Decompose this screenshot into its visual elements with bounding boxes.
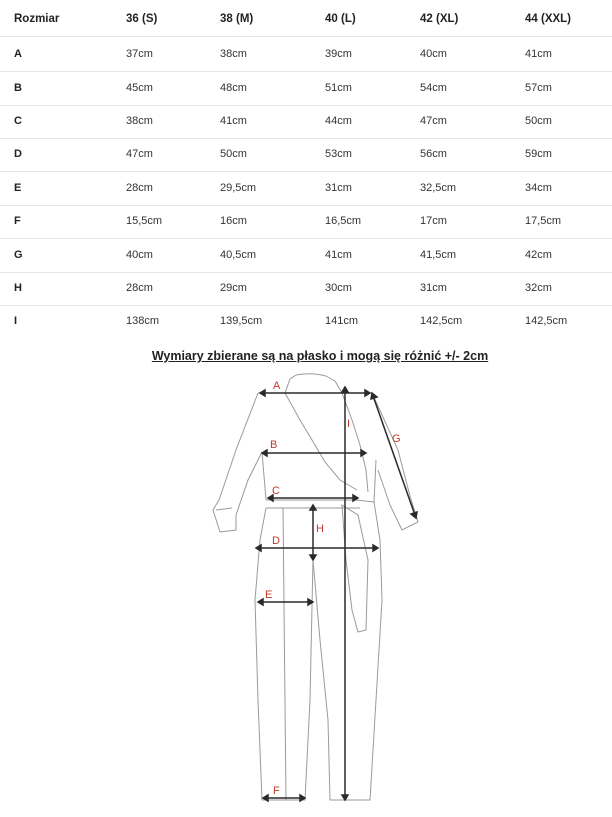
- table-cell: 34cm: [525, 182, 552, 194]
- table-cell: 29cm: [220, 282, 247, 294]
- label-B: B: [270, 439, 278, 451]
- table-cell: 31cm: [325, 182, 352, 194]
- table-cell: 54cm: [420, 82, 447, 94]
- table-cell: 32cm: [525, 282, 552, 294]
- row-label: G: [14, 249, 23, 261]
- row-label: H: [14, 282, 22, 294]
- table-cell: 17cm: [420, 215, 447, 227]
- table-cell: 142,5cm: [420, 315, 463, 327]
- label-I: I: [347, 418, 351, 430]
- table-row: [0, 305, 612, 338]
- table-cell: 53cm: [325, 148, 352, 160]
- table-cell: 138cm: [126, 315, 160, 327]
- header-cell: 38 (M): [220, 13, 254, 25]
- table-cell: 59cm: [525, 148, 552, 160]
- table-cell: 41cm: [325, 249, 352, 261]
- table-cell: 15,5cm: [126, 215, 163, 227]
- table-cell: 57cm: [525, 82, 552, 94]
- measure-line-G: [372, 393, 416, 518]
- table-header: [0, 3, 612, 37]
- table-cell: 39cm: [325, 48, 352, 60]
- table-cell: 37cm: [126, 48, 153, 60]
- table-cell: 47cm: [126, 148, 153, 160]
- header-cell: 40 (L): [325, 13, 356, 25]
- table-cell: 44cm: [325, 115, 352, 127]
- table-cell: 38cm: [220, 48, 247, 60]
- label-D: D: [272, 535, 280, 547]
- table-cell: 38cm: [126, 115, 153, 127]
- header-cell: 42 (XL): [420, 13, 459, 25]
- row-label: A: [14, 48, 22, 60]
- table-cell: 16,5cm: [325, 215, 362, 227]
- table-row: [0, 205, 612, 239]
- table-cell: 142,5cm: [525, 315, 568, 327]
- label-G: G: [392, 433, 401, 445]
- table-cell: 139,5cm: [220, 315, 263, 327]
- table-cell: 51cm: [325, 82, 352, 94]
- table-cell: 32,5cm: [420, 182, 457, 194]
- table-row: [0, 272, 612, 306]
- table-cell: 50cm: [220, 148, 247, 160]
- row-label: B: [14, 82, 22, 94]
- table-cell: 40cm: [420, 48, 447, 60]
- label-C: C: [272, 485, 280, 497]
- measurement-lines: [256, 387, 417, 801]
- row-label: E: [14, 182, 22, 194]
- table-cell: 28cm: [126, 182, 153, 194]
- label-E: E: [265, 589, 273, 601]
- table-cell: 16cm: [220, 215, 247, 227]
- table-cell: 41cm: [525, 48, 552, 60]
- label-H: H: [316, 523, 324, 535]
- table-cell: 41,5cm: [420, 249, 457, 261]
- label-F: F: [273, 785, 280, 797]
- header-cell: 36 (S): [126, 13, 158, 25]
- header-cell: Rozmiar: [14, 13, 60, 25]
- table-cell: 40cm: [126, 249, 153, 261]
- table-cell: 56cm: [420, 148, 447, 160]
- row-label: C: [14, 115, 22, 127]
- label-A: A: [273, 380, 281, 392]
- table-cell: 30cm: [325, 282, 352, 294]
- table-cell: 50cm: [525, 115, 552, 127]
- table-row: [0, 38, 612, 72]
- table-cell: 141cm: [325, 315, 359, 327]
- jumpsuit-measurement-diagram: [0, 365, 612, 817]
- table-cell: 42cm: [525, 249, 552, 261]
- table-row: [0, 172, 612, 206]
- header-cell: 44 (XXL): [525, 13, 572, 25]
- table-cell: 31cm: [420, 282, 447, 294]
- table-cell: 41cm: [220, 115, 247, 127]
- row-label: D: [14, 148, 22, 160]
- table-row: [0, 138, 612, 172]
- table-cell: 17,5cm: [525, 215, 562, 227]
- table-row: [0, 239, 612, 273]
- table-cell: 29,5cm: [220, 182, 257, 194]
- table-row: [0, 72, 612, 106]
- table-cell: 28cm: [126, 282, 153, 294]
- table-cell: 48cm: [220, 82, 247, 94]
- measurement-note: Wymiary zbierane są na płasko i mogą się różnić +/- 2cm: [151, 349, 489, 363]
- row-label: I: [14, 315, 18, 327]
- table-cell: 47cm: [420, 115, 447, 127]
- table-cell: 45cm: [126, 82, 153, 94]
- table-row: [0, 105, 612, 139]
- table-cell: 40,5cm: [220, 249, 257, 261]
- row-label: F: [14, 215, 21, 227]
